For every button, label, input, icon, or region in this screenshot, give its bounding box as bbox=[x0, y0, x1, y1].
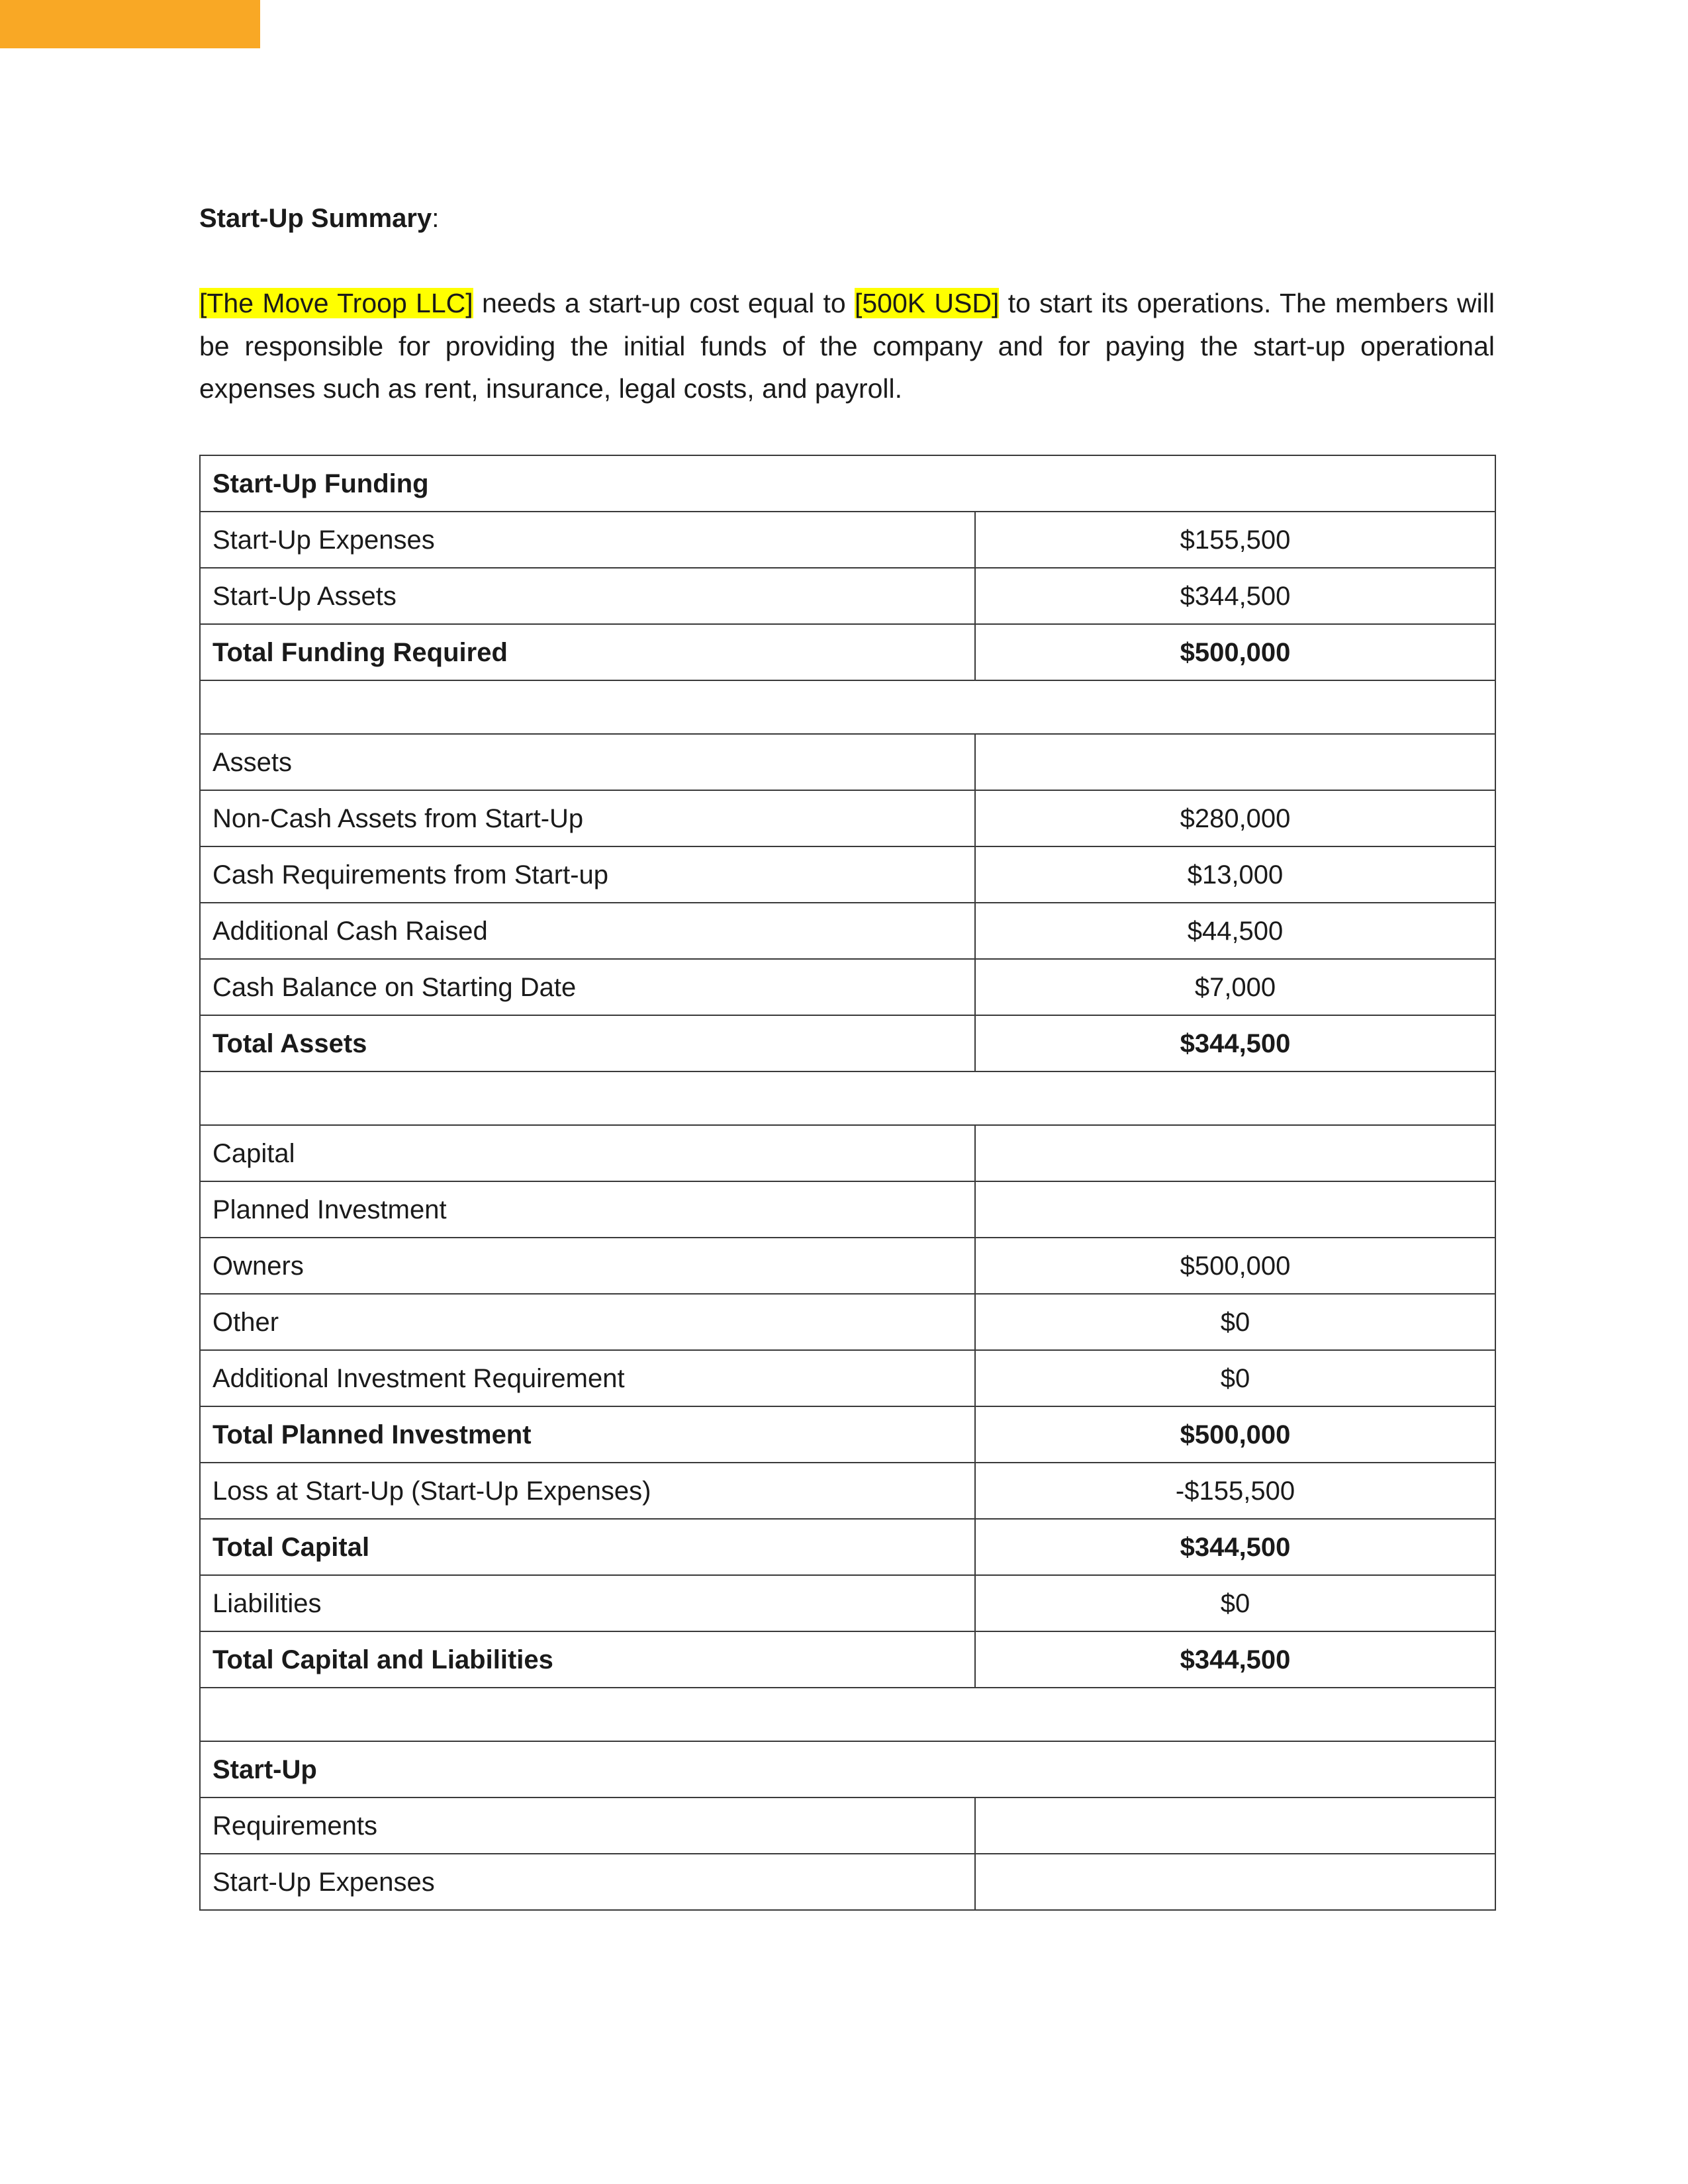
row-value: $500,000 bbox=[975, 1238, 1495, 1294]
section-heading-colon: : bbox=[432, 204, 440, 233]
section-heading bbox=[199, 200, 439, 237]
table-spacer-cell bbox=[200, 1071, 1495, 1125]
table-row bbox=[200, 1854, 1495, 1910]
row-label: Total Capital and Liabilities bbox=[200, 1631, 975, 1688]
row-label: Capital bbox=[200, 1125, 975, 1181]
row-value: $344,500 bbox=[975, 1631, 1495, 1688]
table-row bbox=[200, 734, 1495, 790]
row-label: Planned Investment bbox=[200, 1181, 975, 1238]
startup-funding-table-body bbox=[200, 455, 1495, 1910]
table-spacer-row bbox=[200, 1688, 1495, 1741]
row-label: Total Capital bbox=[200, 1519, 975, 1575]
row-value bbox=[975, 1854, 1495, 1910]
row-value: -$155,500 bbox=[975, 1463, 1495, 1519]
row-value bbox=[975, 1181, 1495, 1238]
table-row bbox=[200, 1350, 1495, 1406]
table-total-row bbox=[200, 1631, 1495, 1688]
row-value: $344,500 bbox=[975, 568, 1495, 624]
row-label: Cash Balance on Starting Date bbox=[200, 959, 975, 1015]
row-label: Total Assets bbox=[200, 1015, 975, 1071]
table-total-row bbox=[200, 1406, 1495, 1463]
table-row bbox=[200, 1294, 1495, 1350]
row-label: Liabilities bbox=[200, 1575, 975, 1631]
row-value: $0 bbox=[975, 1350, 1495, 1406]
intro-text-part-1: needs a start-up cost equal to bbox=[473, 288, 855, 318]
row-value: $344,500 bbox=[975, 1015, 1495, 1071]
table-row bbox=[200, 568, 1495, 624]
row-value bbox=[975, 734, 1495, 790]
header-accent-bar bbox=[0, 0, 260, 48]
table-row bbox=[200, 1238, 1495, 1294]
table-spacer-row bbox=[200, 1071, 1495, 1125]
table-section-header: Start-Up bbox=[200, 1741, 1495, 1797]
company-name-highlight: [The Move Troop LLC] bbox=[199, 288, 473, 318]
table-total-row bbox=[200, 1015, 1495, 1071]
section-heading-text: Start-Up Summary bbox=[199, 204, 432, 233]
row-value: $0 bbox=[975, 1294, 1495, 1350]
row-label: Loss at Start-Up (Start-Up Expenses) bbox=[200, 1463, 975, 1519]
table-row bbox=[200, 790, 1495, 846]
row-value: $500,000 bbox=[975, 1406, 1495, 1463]
table-row bbox=[200, 512, 1495, 568]
row-label: Total Funding Required bbox=[200, 624, 975, 680]
table-row bbox=[200, 1797, 1495, 1854]
table-spacer-cell bbox=[200, 1688, 1495, 1741]
table-row bbox=[200, 846, 1495, 903]
row-value: $500,000 bbox=[975, 624, 1495, 680]
table-spacer-cell bbox=[200, 680, 1495, 734]
row-value: $44,500 bbox=[975, 903, 1495, 959]
table-row bbox=[200, 1181, 1495, 1238]
table-row bbox=[200, 903, 1495, 959]
row-value: $280,000 bbox=[975, 790, 1495, 846]
row-label: Assets bbox=[200, 734, 975, 790]
intro-text-part-2: to start its operations. The members will be responsible for providing the initial funds of the company and for paying the start-up operational expenses such as rent, insurance, legal costs, and payroll. bbox=[199, 288, 1495, 404]
startup-funding-table bbox=[199, 455, 1496, 1911]
table-total-row bbox=[200, 624, 1495, 680]
row-label: Start-Up Expenses bbox=[200, 1854, 975, 1910]
table-section-header-row bbox=[200, 1741, 1495, 1797]
table-section-header: Start-Up Funding bbox=[200, 455, 1495, 512]
table-row bbox=[200, 1125, 1495, 1181]
row-value: $0 bbox=[975, 1575, 1495, 1631]
table-row bbox=[200, 1463, 1495, 1519]
row-label: Other bbox=[200, 1294, 975, 1350]
row-value: $344,500 bbox=[975, 1519, 1495, 1575]
row-value: $155,500 bbox=[975, 512, 1495, 568]
row-label: Non-Cash Assets from Start-Up bbox=[200, 790, 975, 846]
row-label: Start-Up Expenses bbox=[200, 512, 975, 568]
row-label: Total Planned Investment bbox=[200, 1406, 975, 1463]
row-label: Owners bbox=[200, 1238, 975, 1294]
row-value: $13,000 bbox=[975, 846, 1495, 903]
amount-highlight: [500K USD] bbox=[854, 288, 1000, 318]
table-spacer-row bbox=[200, 680, 1495, 734]
row-label: Requirements bbox=[200, 1797, 975, 1854]
table-row bbox=[200, 959, 1495, 1015]
row-label: Cash Requirements from Start-up bbox=[200, 846, 975, 903]
table-section-header-row bbox=[200, 455, 1495, 512]
row-label: Additional Investment Requirement bbox=[200, 1350, 975, 1406]
row-value: $7,000 bbox=[975, 959, 1495, 1015]
row-label: Start-Up Assets bbox=[200, 568, 975, 624]
row-value bbox=[975, 1125, 1495, 1181]
table-row bbox=[200, 1575, 1495, 1631]
row-label: Additional Cash Raised bbox=[200, 903, 975, 959]
table-total-row bbox=[200, 1519, 1495, 1575]
row-value bbox=[975, 1797, 1495, 1854]
intro-paragraph bbox=[199, 282, 1495, 410]
